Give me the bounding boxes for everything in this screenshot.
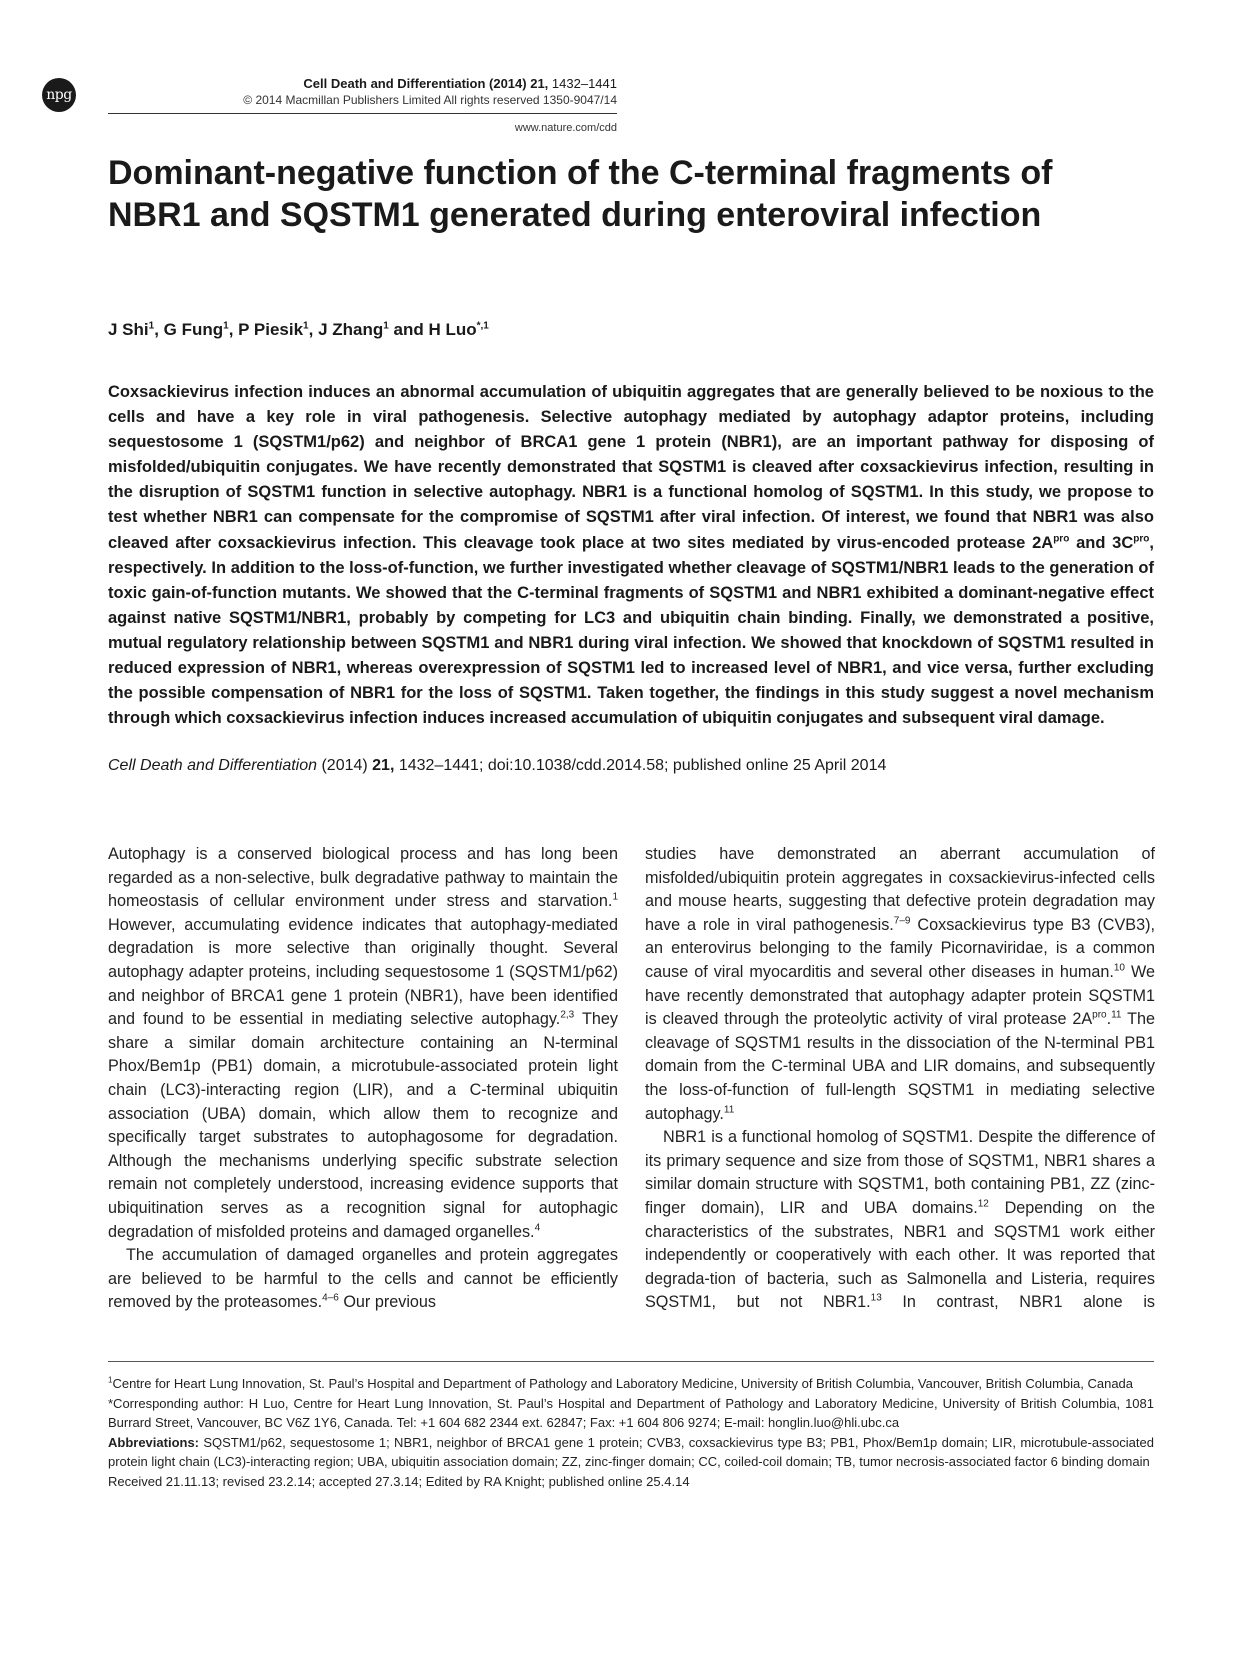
author-list [108,320,489,340]
citation-volume: 21, [372,757,395,774]
abstract-text: Coxsackievirus infection induces an abnormal accumulation of ubiquitin aggregates that are generally believed to be noxious to the cells and have a key role in viral pathogenesis. Selective autophagy mediated by autophagy adaptor proteins, including sequestosome 1 (SQSTM1/p62) and neighbor of BRCA1 gene 1 protein (NBR1), are an important pathway for disposing of misfolded/ubiquitin conjugates. We have recently demonstrated that SQSTM1 is cleaved after coxsackievirus infection, resulting in the disruption of SQSTM1 function in selective autophagy. NBR1 is a functional homolog of SQSTM1. In this study, we propose to test whether NBR1 can compensate for the compromise of SQSTM1 after viral infection. Of interest, we found that NBR1 was also cleaved after coxsackievirus infection. This cleavage took place at two sites mediated by virus-encoded protease 2A [108,383,1154,552]
article-title: Dominant-negative function of the C-terminal fragments of NBR1 and SQSTM1 generated during enteroviral infection [108,154,1053,234]
footnotes [108,1375,1154,1493]
body-paragraph [645,1126,1155,1315]
author-name: J Zhang [318,320,384,339]
abbreviations-label: Abbreviations: [108,1435,200,1451]
body-column-left [108,843,618,1315]
author-affiliation-mark: 1 [148,320,155,332]
received-dates-note: Received 21.11.13; revised 23.2.14; accepted 27.3.14; Edited by RA Knight; published online 25.4.14 [108,1474,690,1490]
body-text: Autophagy is a conserved biological process and has long been regarded as a non-selective, bulk degradative pathway to maintain the homeostasis of cellular environment under stress and starvation. [108,845,618,911]
citation-journal: Cell Death and Differentiation [108,757,318,774]
citation-year: (2014) [317,757,373,774]
copyright-line: © 2014 Macmillan Publishers Limited All rights reserved 1350-9047/14 [243,93,617,107]
abstract [108,380,1154,731]
body-text: However, accumulating evidence indicates that autophagy-mediated degradation is more selective than originally thought. Several autophagy adapter proteins, including sequestosome 1 (SQSTM1/p62) and neighbor of BRCA1 gene 1 protein (NBR1), have been identified and found to be essential in mediating selective autophagy. [108,915,618,1029]
author-separator: , [154,320,164,339]
affiliation-mark: 1 [108,1375,113,1385]
author-name: J Shi [108,320,149,339]
author-affiliation-mark: 1 [303,320,309,332]
npg-logo: npg [42,78,76,112]
corresponding-author-note: *Corresponding author: H Luo, Centre for Heart Lung Innovation, St. Paul’s Hospital and Department of Pathology and Laboratory Medicine, University of British Columbia, 1081 Burrard Street, Vancouver, BC V6Z 1Y6, Canada. Tel: +1 604 682 2344 ext. 62847; Fax: +1 604 806 9274; E-mail: honglin.luo@hli.ubc.ca [108,1396,1154,1430]
body-text: In contrast, NBR1 alone is [881,1293,1156,1312]
author-affiliation-mark: *,1 [476,320,489,332]
abbreviations-text: SQSTM1/p62, sequestosome 1; NBR1, neighbor of BRCA1 gene 1 protein; CVB3, coxsackievirus type B3; PB1, Phox/Bem1p domain; LIR, microtubule-associated protein light chain (LC3)-interacting region; UBA, ubiquitin association domain; ZZ, zinc-finger domain; CC, coiled-coil domain; TB, tumor necrosis-associated factor 6 binding domain [108,1435,1154,1469]
body-column-right [645,843,1155,1315]
abstract-superscript: pro [1133,533,1150,545]
journal-header [303,76,617,91]
reference-mark[interactable]: 2,3 [560,1009,575,1021]
author-separator: , [308,320,319,339]
body-text: The cleavage of SQSTM1 results in the dissociation of the N-terminal PB1 domain from the C-terminal UBA and LIR domains, and subsequently the loss-of-function of full-length SQSTM1 in mediating selective autophagy. [645,1010,1155,1123]
affiliation-text: Centre for Heart Lung Innovation, St. Paul’s Hospital and Department of Pathology and Laboratory Medicine, University of British Columbia, Vancouver, British Columbia, Canada [112,1376,1134,1391]
reference-mark[interactable]: 11 [723,1104,735,1116]
reference-mark[interactable]: 10 [1113,962,1125,974]
author-affiliation-mark: 1 [223,320,229,332]
abbreviations-note [108,1434,1154,1471]
body-paragraph [645,843,1155,1126]
affiliation-note [108,1375,1154,1393]
body-text: The accumulation of damaged organelles and protein aggregates are believed to be harmful to the cells and cannot be efficiently removed by the proteasomes. [108,1246,618,1312]
journal-url-link[interactable]: www.nature.com/cdd [514,122,617,134]
footnote-rule [108,1361,1154,1362]
author-affiliation-mark: 1 [383,320,389,332]
header-rule [108,113,617,114]
citation-line [108,757,1154,775]
reference-mark[interactable]: 11 [1111,1009,1122,1021]
body-paragraph [108,843,618,1244]
reference-mark[interactable]: 13 [870,1292,882,1304]
author-name: H Luo [428,320,477,339]
author-name: G Fung [163,320,224,339]
body-text: studies have demonstrated an aberrant accumulation of misfolded/ubiquitin protein aggregates in coxsackievirus-infected cells and mouse hearts, suggesting that defective protein degradation may have a role in viral pathogenesis. [645,845,1155,934]
body-text: We have recently demonstrated that autophagy adapter protein SQSTM1 is cleaved through the proteolytic activity of viral protease 2A [645,962,1155,1029]
body-text: Coxsackievirus type B3 (CVB3), an enterovirus belonging to the family Picornaviridae, is a common cause of viral myocarditis and several other diseases in human. [645,915,1155,981]
body-text: Our previous [338,1293,437,1312]
reference-mark[interactable]: 12 [977,1198,989,1210]
author-name: P Piesik [238,320,304,339]
journal-pages: 1432–1441 [551,76,617,91]
protease-superscript: pro [1092,1009,1107,1021]
author-separator: , [228,320,239,339]
body-paragraph [108,1244,618,1315]
journal-name: Cell Death and Differentiation (2014) 21, [303,76,549,91]
reference-mark[interactable]: 4 [534,1222,541,1234]
abstract-superscript: pro [1053,533,1070,545]
reference-mark[interactable]: 4–6 [322,1292,339,1304]
body-text: They share a similar domain architecture containing an N-terminal Phox/Bem1p (PB1) domain, a microtubule-associated protein light chain (LC3)-interacting region (LIR), and a C-terminal ubiquitin association (UBA) domain, which allow them to recognize and specifically target substrates to autophagosome for degradation. Although the mechanisms underlying specific substrate selection remain not completely understood, increasing evidence supports that ubiquitination serves as a recognition signal for autophagic degradation of misfolded proteins and damaged organelles. [108,1010,619,1241]
reference-mark[interactable]: 7–9 [893,915,911,927]
abstract-text: , respectively. In addition to the loss-of-function, we further investigated whether cleavage of SQSTM1/NBR1 leads to the generation of toxic gain-of-function mutants. We showed that the C-terminal fragments of SQSTM1 and NBR1 exhibited a dominant-negative effect against native SQSTM1/NBR1, probably by competing for LC3 and ubiquitin chain binding. Finally, we demonstrated a positive, mutual regulatory relationship between SQSTM1 and NBR1 during viral infection. We showed that knockdown of SQSTM1 resulted in reduced expression of NBR1, whereas overexpression of SQSTM1 led to increased level of NBR1, and vice versa, further excluding the possible compensation of NBR1 for the loss of SQSTM1. Taken together, the findings in this study suggest a novel mechanism through which coxsackievirus infection induces increased accumulation of ubiquitin conjugates and subsequent viral damage. [108,533,1154,728]
body-text: NBR1 is a functional homolog of SQSTM1. Despite the difference of its primary sequence and size from those of SQSTM1, NBR1 shares a similar domain structure with SQSTM1, both containing PB1, ZZ (zinc-finger domain), LIR and UBA domains. [645,1128,1155,1217]
abstract-text: and 3C [1069,533,1134,552]
body-text: Depending on the characteristics of the substrates, NBR1 and SQSTM1 work either independently or cooperatively with each other. It was reported that degrada-tion of bacteria, such as Salmonella and Listeria, requires SQSTM1, but not NBR1. [645,1198,1155,1312]
body-text: . [1106,1010,1112,1029]
citation-details: 1432–1441; doi:10.1038/cdd.2014.58; published online 25 April 2014 [394,757,887,774]
author-and: and [388,320,429,339]
reference-mark[interactable]: 1 [612,891,618,903]
